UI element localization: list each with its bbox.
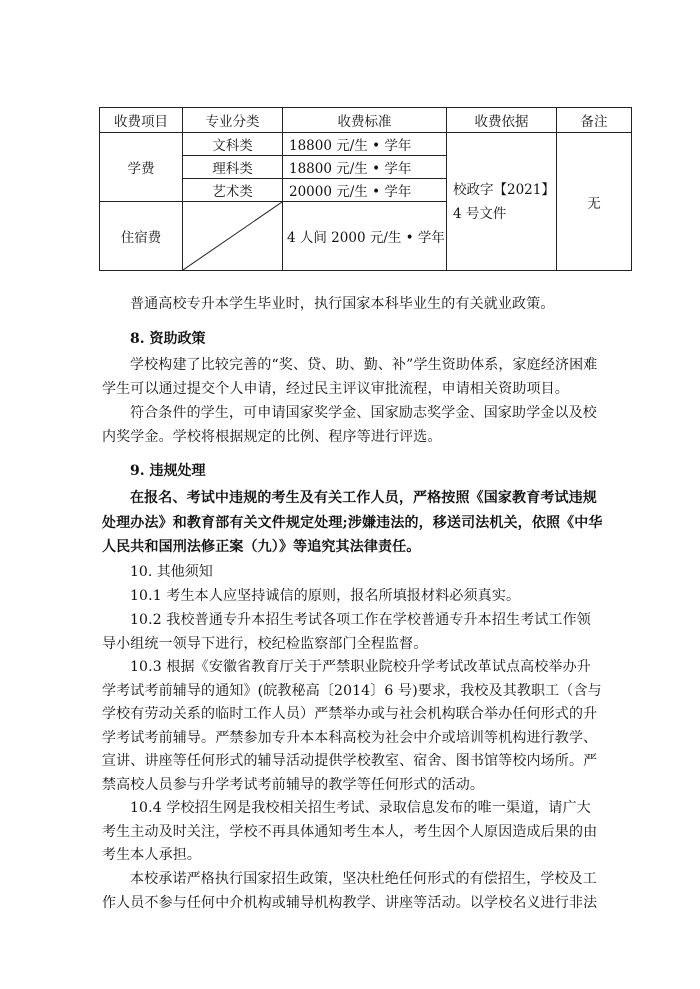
standard-cell: 18800 元/生 • 学年 xyxy=(283,156,447,179)
section8-paragraph-1: 学校构建了比较完善的“奖、贷、助、勤、补”学生资助体系，家庭经济困难学生可以通过提交个人申请，经过民主评议审批流程，申请相关资助项目。 xyxy=(102,357,598,397)
section8-heading: 8. 资助政策 xyxy=(130,331,206,347)
housing-label: 住宿费 xyxy=(100,202,183,271)
fee-basis-cell: 校政字【2021】4 号文件 xyxy=(447,133,557,271)
tuition-label: 学费 xyxy=(100,133,183,202)
header-major-category: 专业分类 xyxy=(183,108,283,133)
diagonal-slash-cell xyxy=(183,202,283,271)
section10-item-2: 10.2 我校普通专升本招生考试各项工作在学校普通专升本招生考试工作领导小组统一领导下进行，校纪检监察部门全程监督。 xyxy=(102,612,591,652)
table-header-row xyxy=(100,108,632,133)
standard-cell: 18800 元/生 • 学年 xyxy=(283,133,447,156)
category-cell: 艺术类 xyxy=(183,179,283,202)
header-fee-basis: 收费依据 xyxy=(447,108,557,133)
section9-paragraph: 在报名、考试中违规的考生及有关工作人员，严格按照《国家教育考试违规处理办法》和教育部有关文件规定处理;涉嫌违法的，移送司法机关，依照《中华人民共和国刑法修正案（九）》等追究其法律责任。 xyxy=(102,490,603,555)
employment-note: 普通高校专升本学生毕业时，执行国家本科毕业生的有关就业政策。 xyxy=(130,296,555,312)
standard-cell: 20000 元/生 • 学年 xyxy=(283,179,447,202)
fee-table xyxy=(99,107,632,271)
section10-item-4: 10.4 学校招生网是我校相关招生考试、录取信息发布的唯一渠道，请广大考生主动及时关注，学校不再具体通知考生本人，考生因个人原因造成后果的由考生本人承担。 xyxy=(102,800,598,864)
section9-heading: 9. 违规处理 xyxy=(130,463,206,479)
section10-heading: 10. 其他须知 xyxy=(130,564,213,580)
header-fee-item: 收费项目 xyxy=(100,108,183,133)
closing-paragraph: 本校承诺严格执行国家招生政策，坚决杜绝任何形式的有偿招生，学校及工作人员不参与任何中介机构或辅导机构教学、讲座等活动。以学校名义进行非法 xyxy=(102,871,598,911)
section10-item-1: 10.1 考生本人应坚持诚信的原则，报名所填报材料必须真实。 xyxy=(130,588,521,604)
table-row xyxy=(100,133,632,156)
housing-standard-cell: 4 人间 2000 元/生 • 学年 xyxy=(283,202,447,271)
header-remark: 备注 xyxy=(557,108,632,133)
section8-paragraph-2: 符合条件的学生，可申请国家奖学金、国家励志奖学金、国家助学金以及校内奖学金。学校将根据规定的比例、程序等进行评选。 xyxy=(102,405,597,445)
header-fee-standard: 收费标准 xyxy=(283,108,447,133)
remark-cell: 无 xyxy=(557,133,632,271)
category-cell: 理科类 xyxy=(183,156,283,179)
diagonal-line xyxy=(183,202,282,270)
category-cell: 文科类 xyxy=(183,133,283,156)
section10-item-3: 10.3 根据《安徽省教育厅关于严禁职业院校升学考试改革试点高校举办升学考试考前辅导的通知》(皖教秘高〔2014〕6 号)要求，我校及其教职工（含与学校有劳动关系的临时工作人员）严禁举办或与社会机构联合举办任何形式的升学考试考前辅导。严禁参加专升本本科高校为社会中介或培训等机构进行教学、宣讲、讲座等任何形式的辅导活动提供学校教室、宿舍、图书馆等校内场所。严禁高校人员参与升学考试考前辅导的教学等任何形式的活动。 xyxy=(102,659,602,793)
